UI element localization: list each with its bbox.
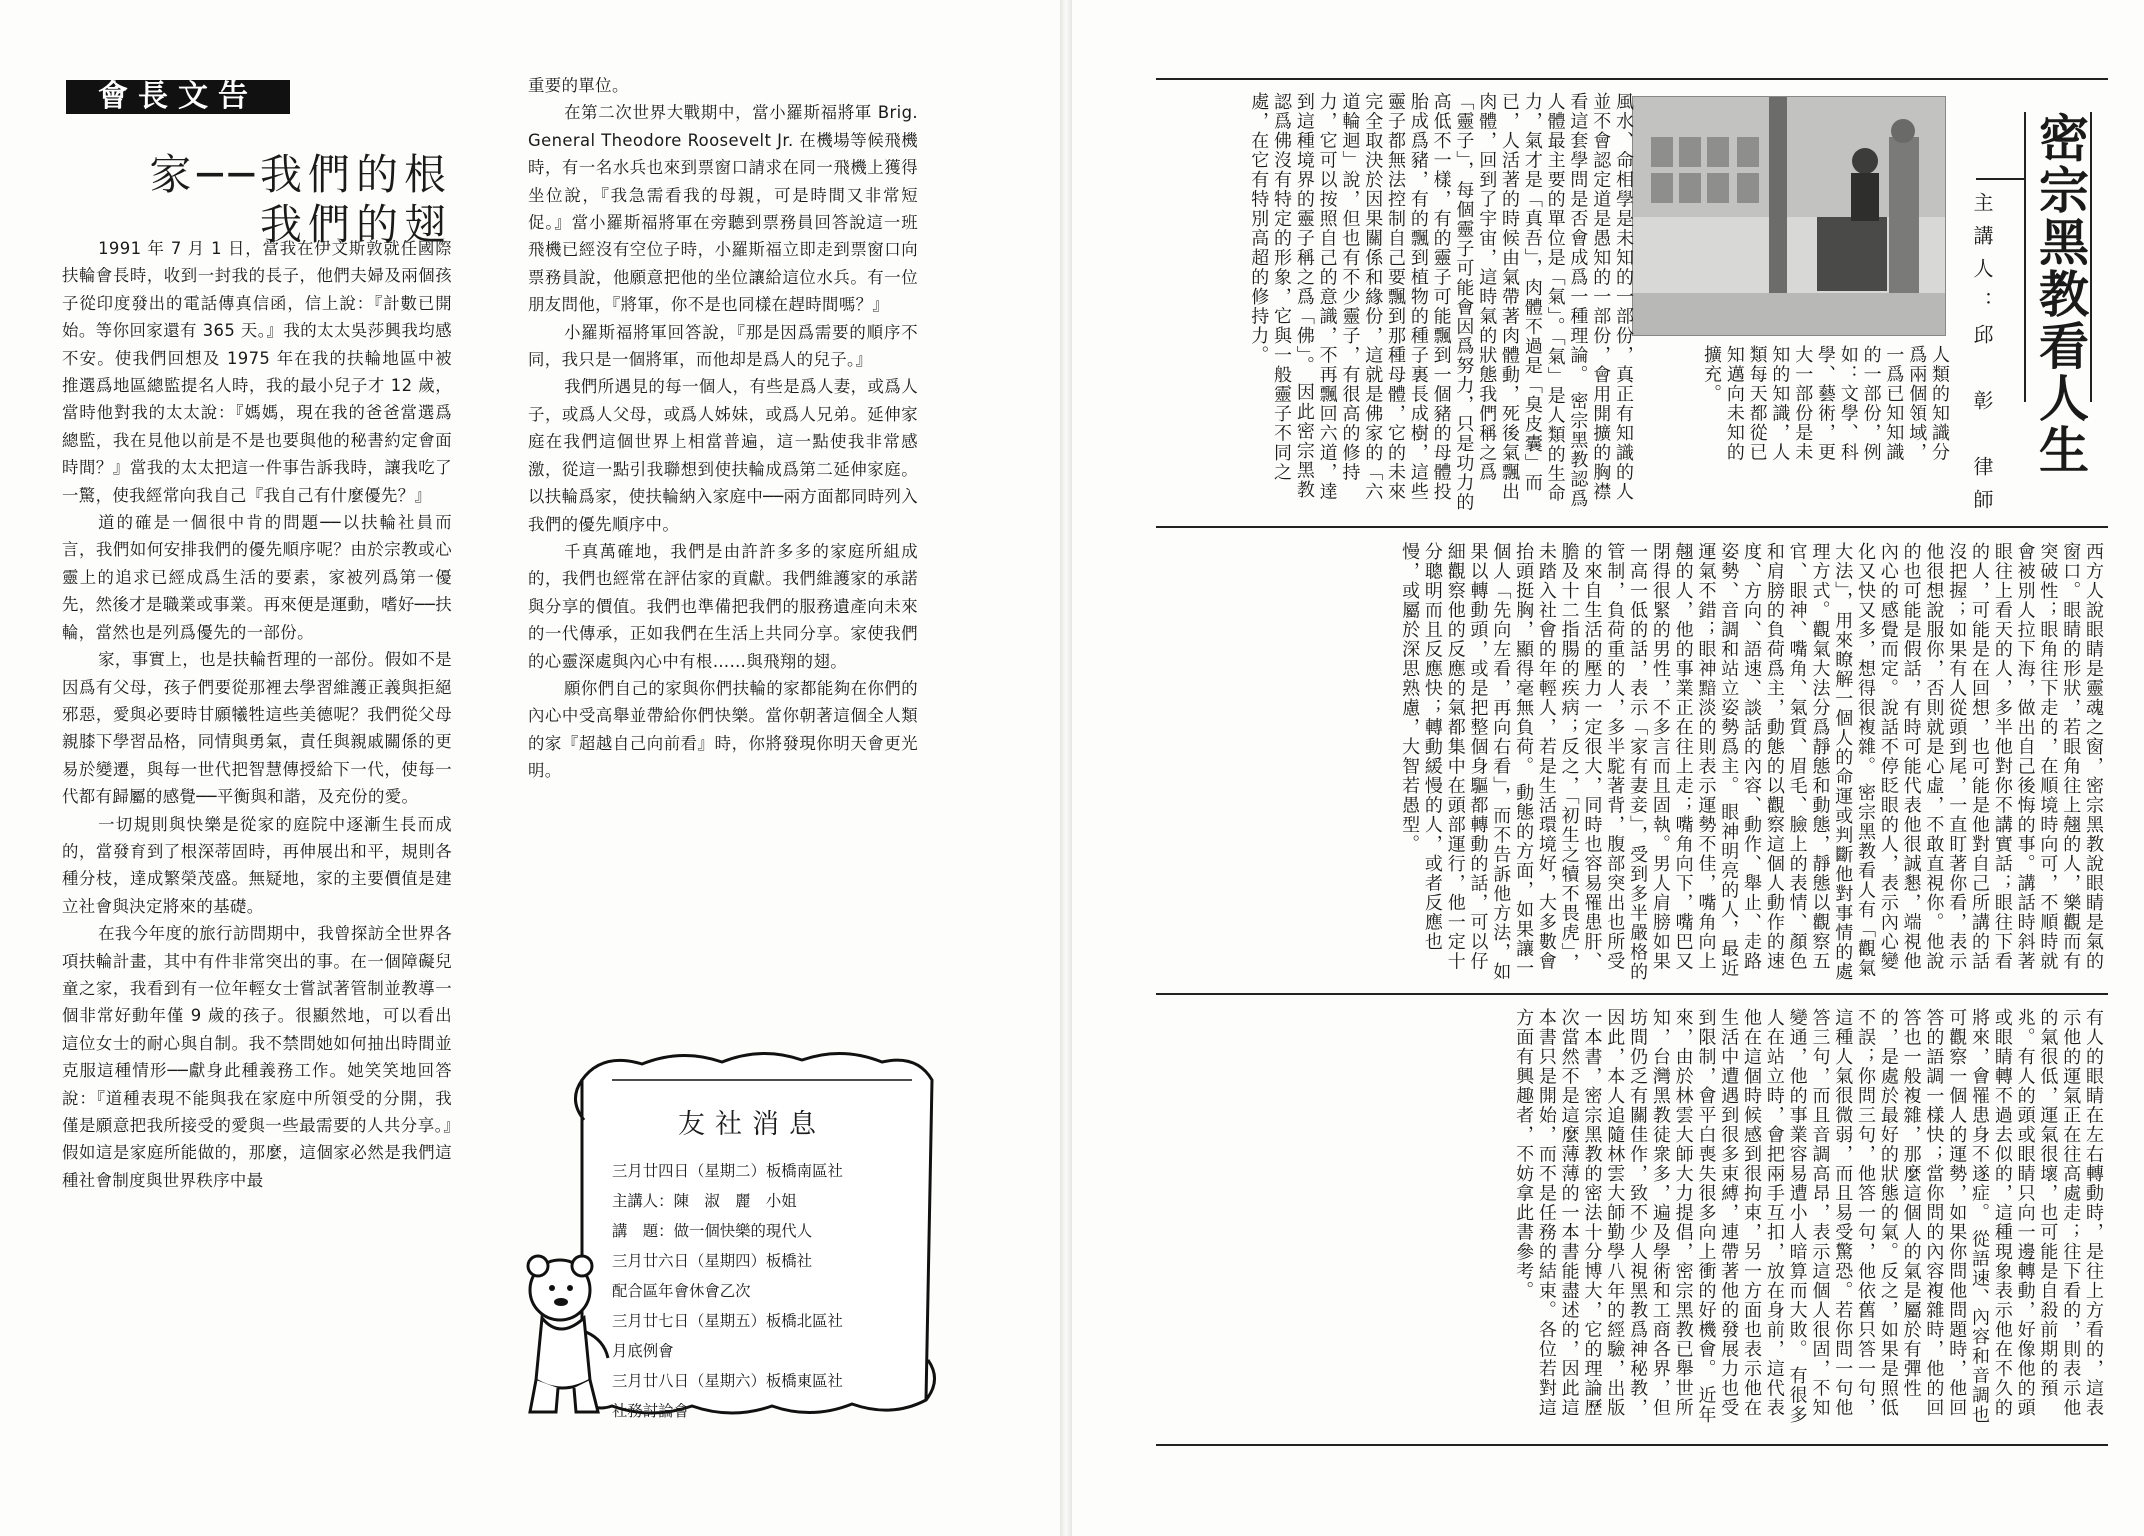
paragraph: 小羅斯福將軍回答說，『那是因爲需要的順序不同，我只是一個將軍，而他却是爲人的兒子。』 — [528, 322, 918, 370]
article-column-b — [528, 72, 918, 785]
right-article-title: 密宗黑教看人生 — [2031, 112, 2089, 476]
section1-intro — [1640, 345, 1950, 475]
notice-line: 三月廿八日（星期六）板橋東區社 — [612, 1372, 843, 1390]
notice-line: 月底例會 — [612, 1342, 674, 1360]
notice-title: 友社消息 — [678, 1109, 826, 1140]
paragraph: 近年來，由於林雲大師大力提倡，密宗黑教已舉世所知，台灣黑教徒衆多，遍及學術和工商各界，但坊間仍乏有關佳作，致不少人視黑教爲神秘教，因此，本人追隨林雲大師勤學八年的經驗，出版一本書，密宗黑教的密法十分博大，它的理論歷次當然不是這麼薄薄的一本書能盡述的，因此這本書只是開始，而不是任務的結束。各位若對這方面有興趣者，不妨拿此書參考。 — [1513, 1008, 1717, 1425]
notice-line: 配合區年會休會乙次 — [612, 1282, 751, 1300]
section-divider — [1156, 526, 2108, 528]
notice-line: 主講人：陳 淑 麗 小姐 — [612, 1192, 797, 1210]
section2-body — [1164, 542, 2104, 982]
left-page — [0, 0, 1060, 1536]
notice-line: 三月廿七日（星期五）板橋北區社 — [612, 1312, 843, 1330]
paragraph: 我們所遇見的每一個人，有些是爲人妻，或爲人子，或爲人父母，或爲人姊妹，或爲人兄弟。延伸家庭在我們這個世界上相當普遍，這一點使我非常感激，從這一點引我聯想到使扶輪成爲第二延伸家庭。以扶輪爲家，使扶輪納入家庭中──兩方面都同時列入我們的優先順序中。 — [528, 377, 918, 534]
notice-line: 社務討論會 — [612, 1402, 689, 1420]
article-title-line1: 家──我們的根 — [149, 150, 452, 199]
article-title-line2: 我們的翅 — [259, 200, 452, 249]
section-divider — [1156, 993, 2108, 995]
club-news-scroll — [512, 1040, 957, 1430]
page-gutter — [1060, 0, 1072, 1536]
paragraph: 千真萬確地，我們是由許許多多的家庭所組成的，我們也經常在評估家的貢獻。我們維護家的承諾與分享的價值。我們也準備把我們的服務遺產向未來的一代傳承，正如我們在生活上共同分享。家使我們的心靈深處與內心中有根……與飛翔的翅。 — [528, 541, 918, 671]
paragraph: 風水、命相學是未知的一部份，真正有知識的人並不會認定道是愚知的一部份，會用開擴的胸襟看這套學問是否會成爲一種理論。 — [1567, 92, 1634, 502]
paragraph: 有很多人在站立時，會把兩手互扣，放在身前，這代表他在這個時候感到很拘束，另一方面也表示他在生活中遭遇到很多束縛，連帶著他的發展力也受到限制，會平白喪失很多向上衝的好機會。 — [1695, 1008, 1808, 1425]
notice-line: 三月廿六日（星期四）板橋社 — [612, 1252, 813, 1270]
paragraph: 從語速、內容和音調也可觀察一個人的運勢，如果你問他問題時，他回答的語調一樣快；當你問的內容複雜時，他的回答也一般複雜，那麼這個人的氣是屬於有彈性的，是處於最好的狀態的氣。反之，如果是照低不誤；你問三句，他答一句，他依舊只答一句，這種人氣很微弱，而且易受驚恐。若你問一句他答三句，而且音調高昂，表示這個人很固，不知變通，他的事業容易遭小人暗算而大敗。 — [1786, 1008, 1991, 1425]
paragraph: 密宗黑教看人有「觀氣大法」，用來瞭解一個人的命運或判斷他對事情的處理方式。觀氣大法分爲靜態和動態，靜態以觀察五官、眼神、嘴角、氣質、眉毛、臉上的表情、顏色和肩膀的負荷爲主，動態的以觀察這個人動作的速度、方向、語速、談話的內容、動作、舉止、走路姿勢、音調和站立姿勢爲主。 — [1718, 542, 1877, 982]
section1-body — [1164, 92, 1634, 512]
title-rule — [2090, 112, 2092, 402]
paragraph: 因此密宗黑教認爲佛沒有特定的形象，它與一般靈子不同之處，在它有特別高超的修持力。 — [1248, 92, 1315, 500]
paragraph: 眼神明亮的人，最近運氣不錯；眼神黯淡的則表示運勢不佳，嘴角向上翹的人，他的事業正在往上走；嘴角向下，嘴巴又閉得很緊的男性，不多言而且固執。男人肩膀如果一高一低的話，表示「家有妻妾」，受到多半嚴格的管制，負荷重的人，多半駝著背，腹部突出也所受的來自生活的壓力一定很大，同時也容易罹患肝、膽及十二指腸的疾病；反之，「初生之犢不畏虎」，未踏入社會的年輕人，若是生活環境好，大多數會抬頭挺胸，顯得毫無負荷。 — [1513, 542, 1740, 982]
lecture-photo — [1632, 96, 1946, 336]
notice-line: 講 題：做一個快樂的現代人 — [612, 1222, 813, 1240]
title-rule — [2024, 112, 2026, 402]
paragraph: 西方人說眼睛是靈魂之窗，密宗黑教說眼睛是氣的窗口。眼睛的形狀，若眼角往上翹的人，樂觀而有突破性；眼角往下走的，在順境時向可，不順時就會被別人拉下海，做出自己後悔的事。講話時斜著眼往上看天的人，多半他對你不講實話；眼往下看的人，可能是在回想，也可能是他對自己所講的話沒把握；如果有人從頭到尾，一直盯著你看，表示他很想說服你，否則就是心虛，不敢直視你。他說的也可能是假話，有時可能代表他很誠懇，端視他內心的感覺而定。說話不停眨眼的人，表示內心變化又快又多，想得很複雜。 — [1855, 542, 2104, 971]
paragraph: 1991 年 7 月 1 日，當我在伊文斯敦就任國際扶輪會長時，收到一封我的長子，他們夫婦及兩個孩子從印度發出的電話傳真信函，信上說：『計數已開始。等你回家還有 365 天。』我的太太吳莎興我均感不安。使我們回想及 1975 年在我的扶輪地區中被推選爲地區總監提名人時，我的最小兒子才 12 歲，當時他對我的太太說：『媽媽，現在我的爸爸當選爲總監，我在見他以前是不是也要與他的秘書約定會面時間？』當我的太太把這一件事告訴我時，讓我吃了一驚，使我經常向我自己『我自己有什麼優先？』 — [62, 239, 452, 505]
paragraph: 人類的知識分爲兩個領域，一爲已知知識的一部份，例如：文學、科學、藝術，更大一部份是未知的知識，人類每天都從已知邁向未知的擴充。 — [1701, 345, 1950, 462]
paragraph: 有人的眼睛在左右轉動時，是往上方看的，這表示他的運氣正在往高處走；往下看的，則表示他的氣很低，運氣很壞，也可能是自殺前期的預兆。有人的頭或眼睛只向一邊轉動，好像他的頭或眼睛轉不過去似的，這種現象表示他在不久的將來，會罹患身不遂症。 — [1969, 1008, 2104, 1418]
paragraph: 願你們自己的家與你們扶輪的家都能夠在你們的內心中受高舉並帶給你們快樂。當你朝著這個全人類的家『超越自己向前看』時，你將發現你明天會更光明。 — [528, 678, 918, 781]
notice-line: 三月廿四日（星期二）板橋南區社 — [612, 1162, 843, 1180]
paragraph: 一切規則與快樂是從家的庭院中逐漸生長而成的，當發育到了根深蒂固時，再伸展出和平，規則各種分枝，達成繁榮茂盛。無疑地，家的主要價值是建立社會與決定將來的基礎。 — [62, 814, 452, 916]
article-column-a — [62, 235, 452, 1194]
photo-icon — [1633, 97, 1945, 335]
notice-list — [612, 1156, 902, 1426]
speaker-line: 主講人：邱 彰 律師 — [1970, 192, 1994, 522]
paragraph: 重要的單位。 — [528, 76, 629, 95]
paragraph: 道的確是一個很中肯的問題──以扶輪社員而言，我們如何安排我們的優先順序呢？由於宗教或心靈上的追求已經成爲生活的要素，家被列爲第一優先，然後才是職業或事業。再來便是運動，嗜好──扶輪，當然也是列爲優先的一部份。 — [62, 513, 452, 642]
speaker-rule — [1976, 178, 2024, 180]
paragraph: 在第二次世界大戰期中，當小羅斯福將軍 Brig. General Theodore Roosevelt Jr. 在機場等候飛機時，有一名水兵也來到票窗口請求在同一飛機上獲得坐位說，『我急需看我的母親，可是時間又非常短促。』當小羅斯福將軍在旁聽到票務員回答說這一班飛機已經沒有空位子時，小羅斯福立即走到票窗口向票務員說，他願意把他的坐位讓給這位水兵。有一位朋友問他，『將軍，你不是也同樣在趕時間嗎？』 — [528, 103, 918, 315]
section-banner: 會長文告 — [66, 80, 290, 114]
paragraph: 動態的方面，如果讓一個人「先向左看，再向右看」，而不告訴他方法，如果以轉動頭，或是把整個身驅都轉動的話，可以仔細觀察他的反應的氣都集中在頭部運行，他一定十分聰明而且反應快；轉動緩慢的人，或者反應也慢，或屬於深思熟慮，大智若愚型。 — [1399, 542, 1535, 982]
paragraph: 在我今年度的旅行訪問期中，我曾探訪全世界各項扶輪計畫，其中有件非常突出的事。在一個障礙兒童之家，我看到有一位年輕女士嘗試著管制並教導一個非常好動年僅 9 歲的孩子。很顯然地，可以看出這位女士的耐心與自制。我不禁問她如何抽出時間並克服這種情形──獻身此種義務工作。她笑笑地回答說：『道種表現不能與我在家庭中所領受的分開，我僅是願意把我所接受的愛與一些最需要的人共分享。』假如這是家庭所能做的，那麼，這個家必然是我們這種社會制度與世界秩序中最 — [62, 924, 452, 1190]
paragraph: 家，事實上，也是扶輪哲理的一部份。假如不是因爲有父母，孩子們要從那裡去學習維護正義與拒絕邪惡，愛與必要時甘願犧牲這些美德呢？我們從父母親膝下學習品格，同情與勇氣，責任與親戚關係的更易於變遷，與每一世代把智慧傳授給下一代，使每一代都有歸屬的感覺──平衡與和諧，及充份的愛。 — [62, 650, 452, 807]
paragraph: 密宗黑教認爲人體最主要的單位是「氣」。「氣」是人類的生命力，氣才是「真吾」，肉體不過是「臭皮囊」而已，人活著的時候由氣帶著肉體動，死後氣飄出肉體，回到了宇宙，這時氣的狀態我們稱之爲「靈子」，每個靈子可能會因爲努力，只是功力的高低不一樣，有的靈子可能飄到一個豬的母體投胎成爲豬，有的飄到植物的種子裏長成樹，這些靈子都無法控制自己要飄到那種母體，它的未來完全取決於因果關係和緣份，這就是佛家的「六道輪迴」說，但也有不少靈子，有很高的修持力，它可以按照自己的意識，不再飄回六道，達到這種境界的靈子稱之爲「佛」。 — [1293, 92, 1589, 512]
section3-body — [1164, 1008, 2104, 1428]
